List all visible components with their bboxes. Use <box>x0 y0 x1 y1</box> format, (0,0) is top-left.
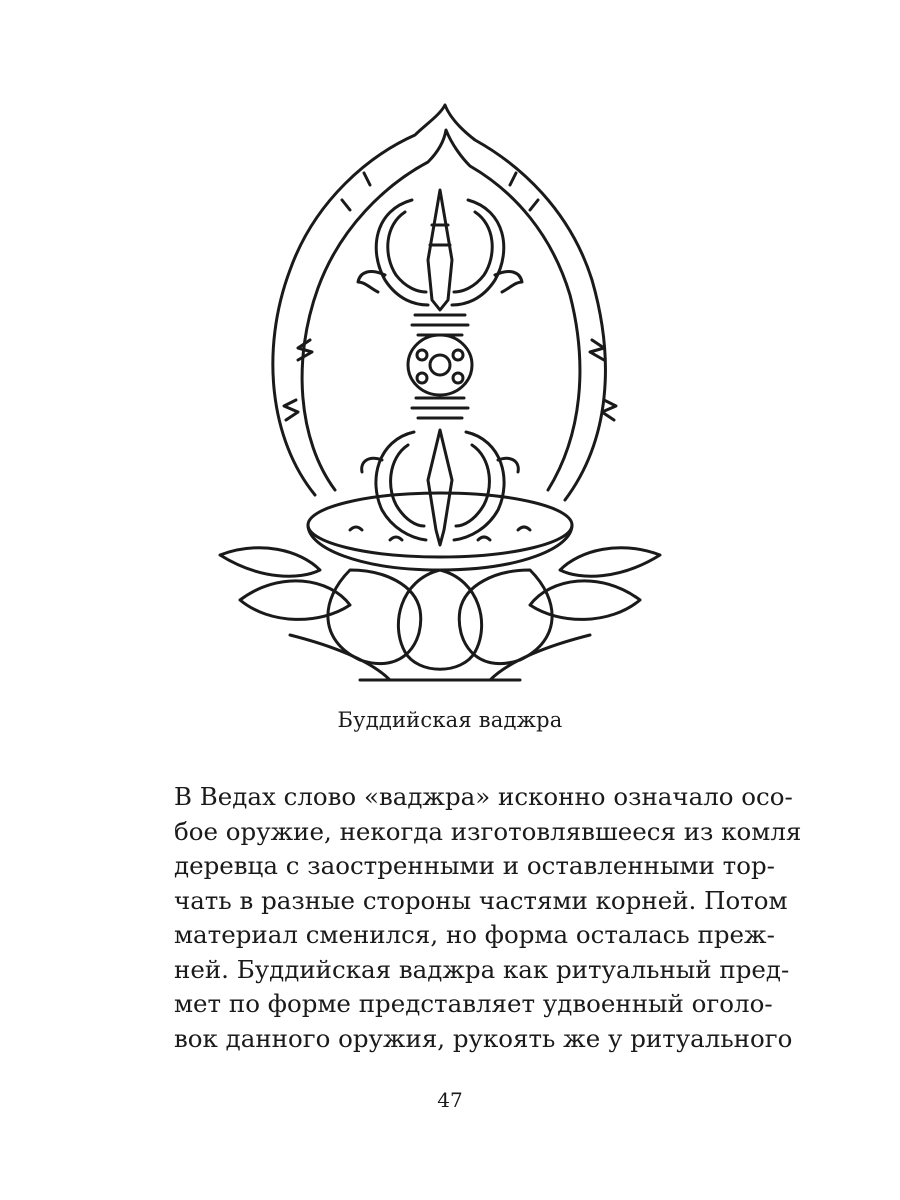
page-number: 47 <box>437 1088 463 1112</box>
figure-caption: Буддийская ваджра <box>337 708 563 732</box>
body-line: чать в разные стороны частями корней. Потом <box>174 885 788 915</box>
body-line: вок данного оружия, рукоять же у ритуального <box>174 1023 793 1053</box>
body-line: В Ведах слово «ваджра» исконно означало осо- <box>174 782 793 811</box>
body-line: материал сменился, но форма осталась преж- <box>174 920 775 949</box>
vajra-on-lotus-icon <box>200 100 680 690</box>
body-paragraph <box>174 780 802 1056</box>
moon-disc-seat <box>308 493 572 570</box>
vajra-center-sphere <box>408 315 472 418</box>
lotus-base <box>220 548 660 680</box>
body-line: мет по форме представляет удвоенный оголо- <box>174 989 773 1018</box>
vajra-lower-prongs <box>362 430 519 545</box>
body-line: деревца с заостренными и оставленными тор- <box>174 851 775 880</box>
vajra-lotus-illustration <box>200 100 680 690</box>
body-line: бое оружие, некогда изготовлявшееся из комля <box>174 816 802 846</box>
vajra-upper-prongs <box>358 190 522 310</box>
body-line: ней. Буддийская ваджра как ритуальный пред- <box>174 954 790 984</box>
